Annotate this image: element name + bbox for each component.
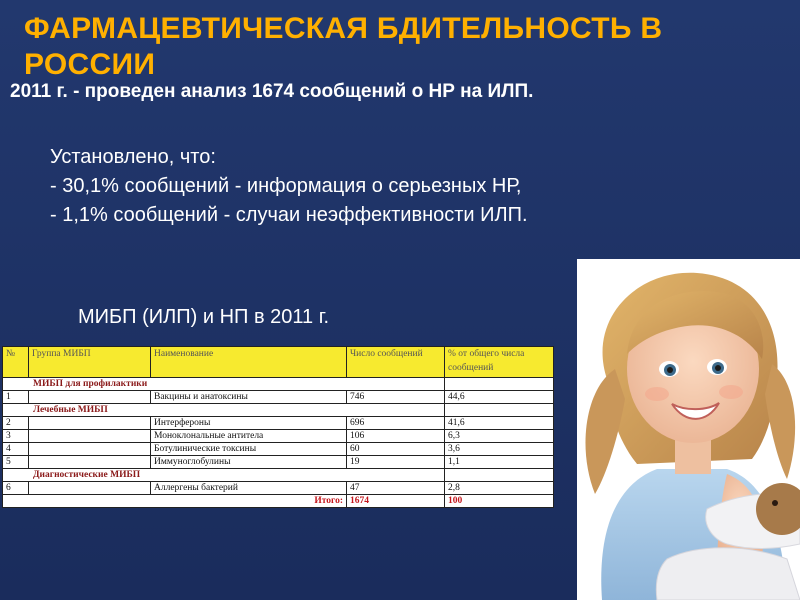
mibp-report-table bbox=[2, 346, 554, 508]
row-percent: 2,8 bbox=[445, 482, 554, 495]
table-row bbox=[3, 443, 554, 456]
group-row-treatment bbox=[3, 404, 554, 417]
row-percent: 3,6 bbox=[445, 443, 554, 456]
table-total-row bbox=[3, 495, 554, 508]
row-num: 5 bbox=[3, 456, 29, 469]
row-name: Интерфероны bbox=[151, 417, 347, 430]
header-name: Наименование bbox=[151, 347, 347, 378]
row-count: 60 bbox=[347, 443, 445, 456]
row-name: Иммуноглобулины bbox=[151, 456, 347, 469]
row-num: 6 bbox=[3, 482, 29, 495]
row-num: 4 bbox=[3, 443, 29, 456]
slide-title: ФАРМАЦЕВТИЧЕСКАЯ БДИТЕЛЬНОСТЬ В РОССИИ bbox=[24, 12, 663, 81]
row-name: Аллергены бактерий bbox=[151, 482, 347, 495]
header-count: Число сообщений bbox=[347, 347, 445, 378]
group-label: Диагностические МИБП bbox=[3, 469, 445, 482]
row-count: 47 bbox=[347, 482, 445, 495]
group-label: Лечебные МИБП bbox=[3, 404, 445, 417]
group-label: МИБП для профилактики bbox=[3, 378, 445, 391]
row-num: 1 bbox=[3, 391, 29, 404]
total-count: 1674 bbox=[347, 495, 445, 508]
finding-serious-adr: - 30,1% сообщений - информация о серьезных НР, bbox=[50, 175, 522, 197]
table-row bbox=[3, 482, 554, 495]
row-percent: 6,3 bbox=[445, 430, 554, 443]
group-row-diagnostic bbox=[3, 469, 554, 482]
analysis-2011-line: 2011 г. - проведен анализ 1674 сообщений о НР на ИЛП. bbox=[10, 81, 534, 102]
findings-intro: Установлено, что: bbox=[50, 146, 216, 168]
row-name: Моноклональные антитела bbox=[151, 430, 347, 443]
girl-vaccination-photo bbox=[577, 259, 800, 600]
row-count: 746 bbox=[347, 391, 445, 404]
row-percent: 44,6 bbox=[445, 391, 554, 404]
table-row bbox=[3, 456, 554, 469]
total-label: Итого: bbox=[3, 495, 347, 508]
table-row bbox=[3, 430, 554, 443]
total-percent: 100 bbox=[445, 495, 554, 508]
row-name: Ботулинические токсины bbox=[151, 443, 347, 456]
row-name: Вакцины и анатоксины bbox=[151, 391, 347, 404]
row-count: 106 bbox=[347, 430, 445, 443]
header-percent: % от общего числа сообщений bbox=[445, 347, 554, 378]
photo-illustration bbox=[577, 259, 800, 600]
row-num: 3 bbox=[3, 430, 29, 443]
table-row bbox=[3, 391, 554, 404]
row-percent: 41,6 bbox=[445, 417, 554, 430]
row-num: 2 bbox=[3, 417, 29, 430]
header-num: № bbox=[3, 347, 29, 378]
row-count: 696 bbox=[347, 417, 445, 430]
header-group: Группа МИБП bbox=[29, 347, 151, 378]
table-header-row bbox=[3, 347, 554, 378]
finding-inefficacy: - 1,1% сообщений - случаи неэффективности ИЛП. bbox=[50, 204, 528, 226]
table-row bbox=[3, 417, 554, 430]
findings-block bbox=[50, 143, 528, 230]
row-count: 19 bbox=[347, 456, 445, 469]
row-percent: 1,1 bbox=[445, 456, 554, 469]
table-caption: МИБП (ИЛП) и НП в 2011 г. bbox=[78, 306, 330, 328]
group-row-prophylaxis bbox=[3, 378, 554, 391]
